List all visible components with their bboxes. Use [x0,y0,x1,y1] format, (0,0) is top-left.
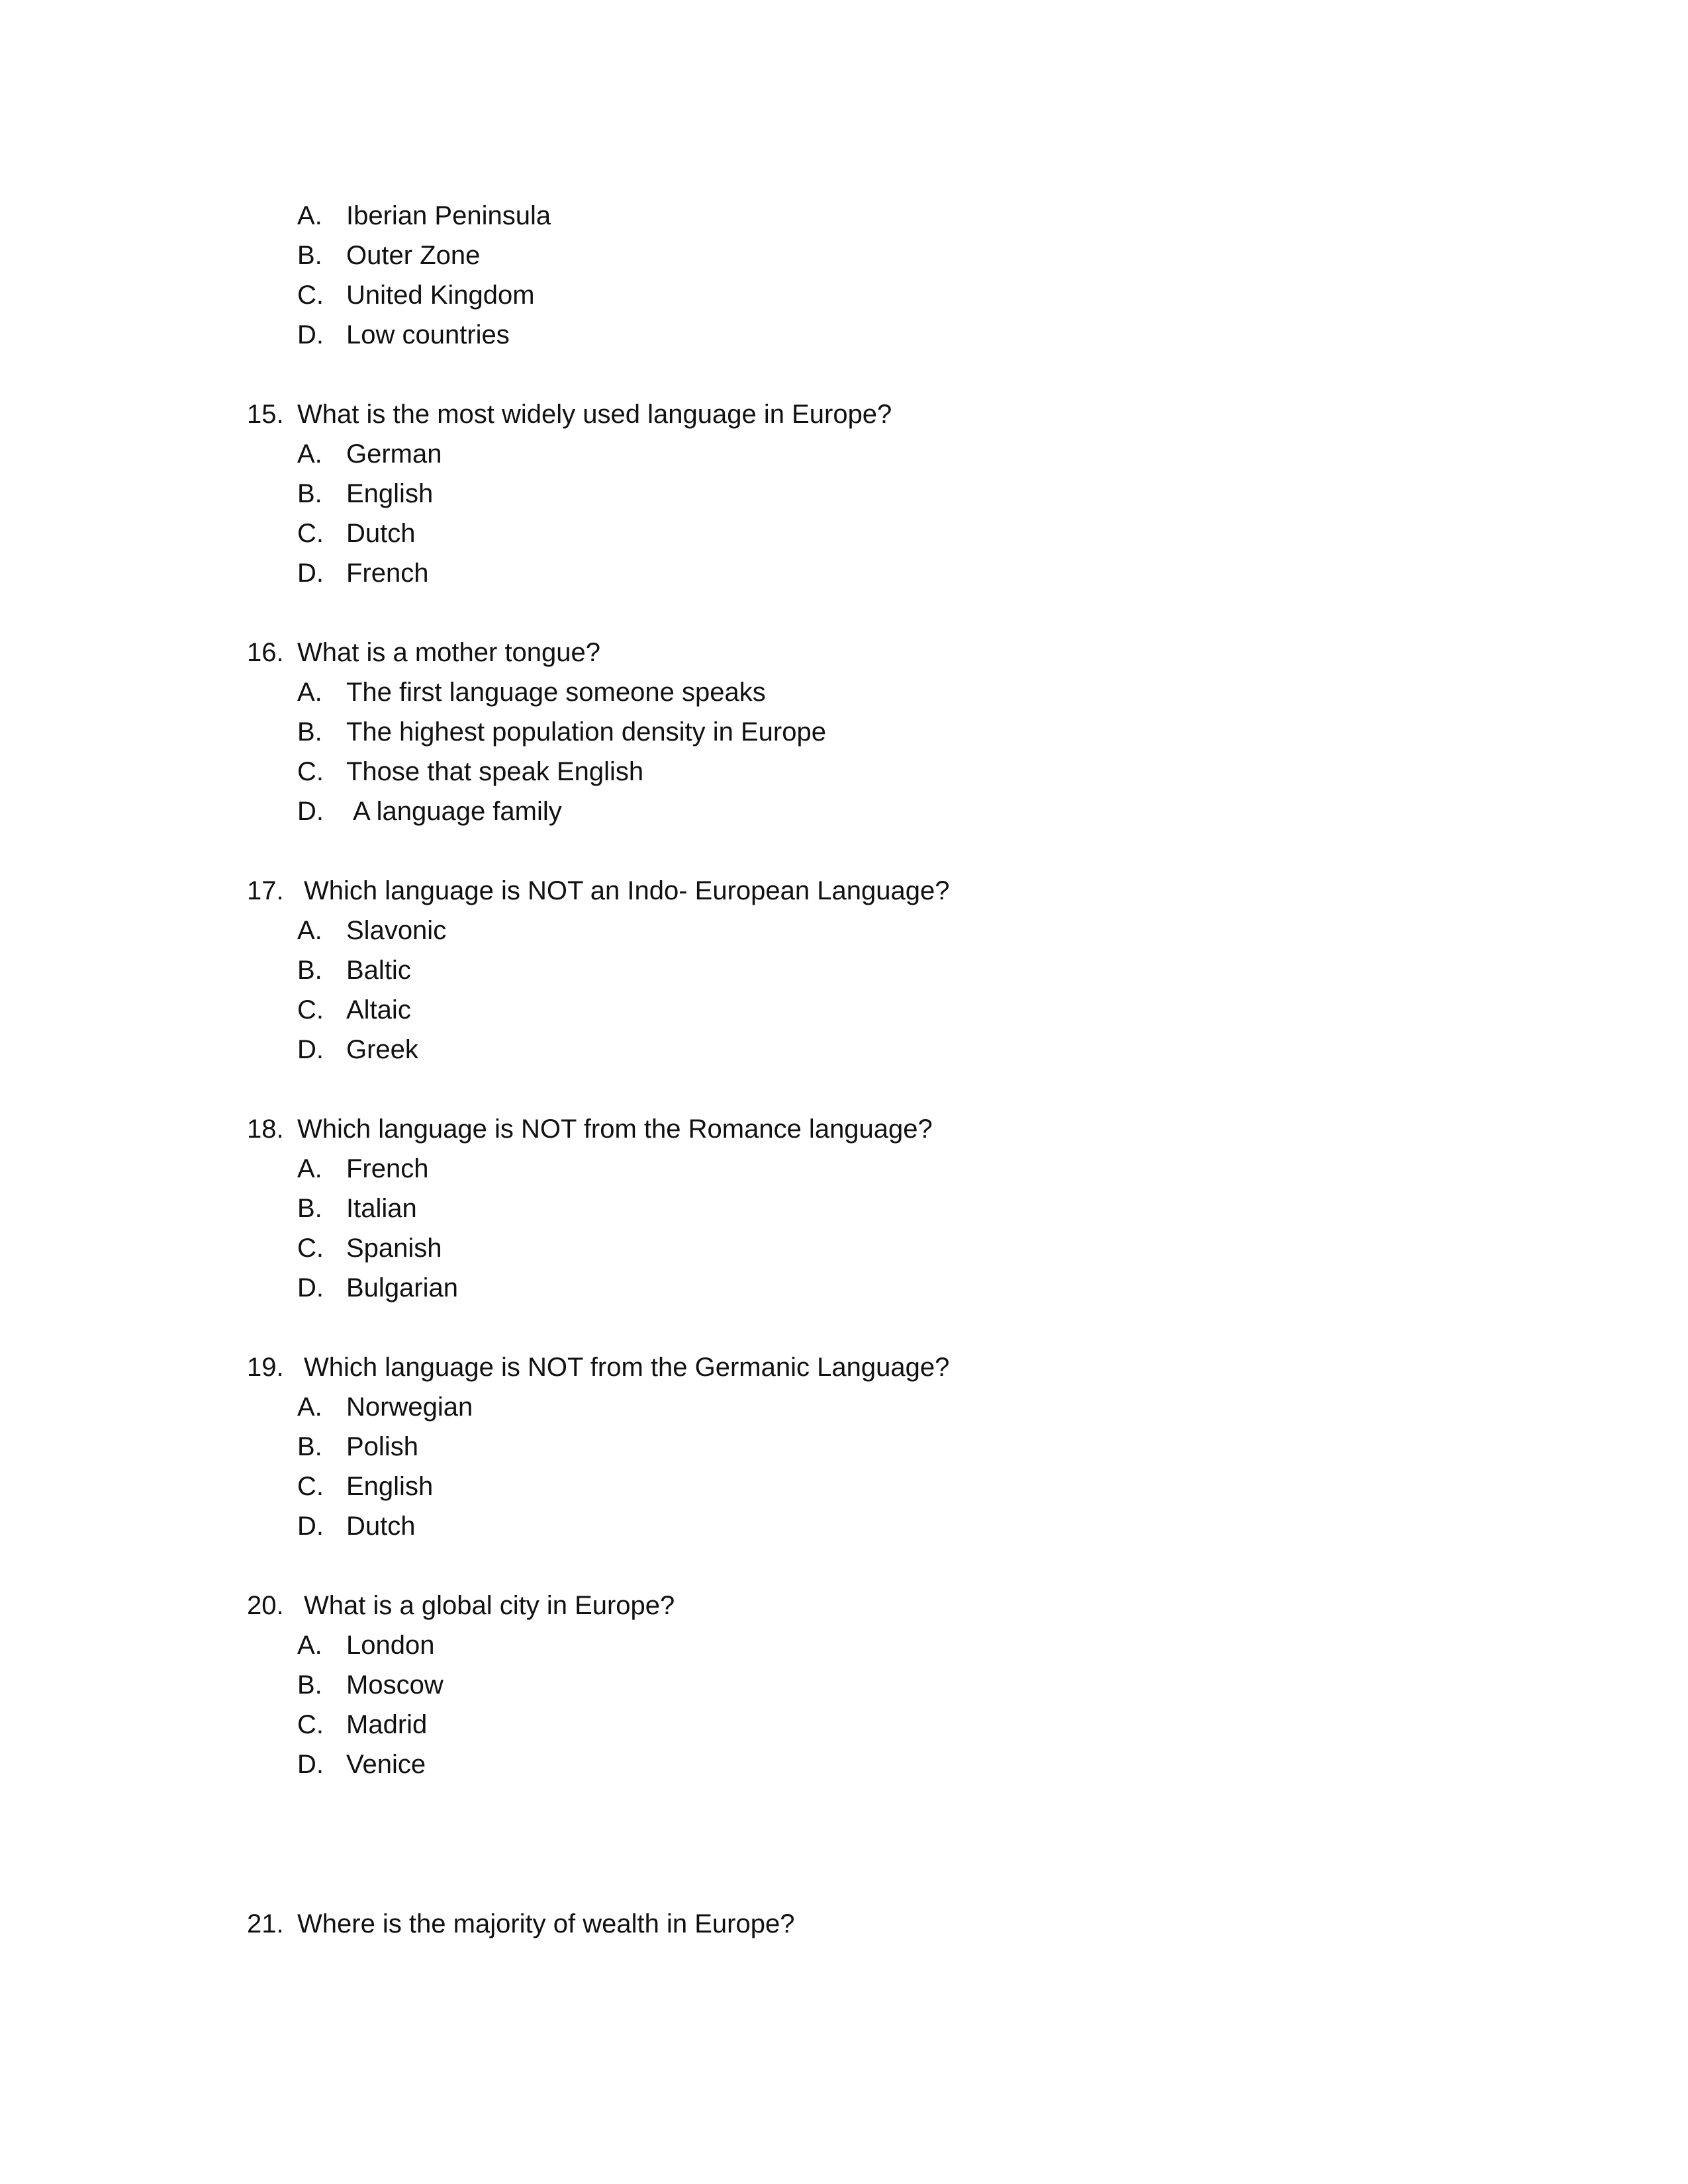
option-letter: C. [297,757,324,786]
option-text: English [346,1472,434,1501]
option-text: Altaic [346,995,411,1024]
question-number: 18. [247,1115,284,1144]
option-text: Dutch [346,519,416,548]
option-letter: D. [297,1512,324,1541]
option-text: Madrid [346,1710,428,1739]
option-text: French [346,559,429,588]
option-letter: C. [297,995,324,1024]
option-letter: D. [297,1035,324,1064]
option-letter: A. [297,1154,322,1183]
option-text: Dutch [346,1512,416,1541]
option-text: Low countries [346,320,510,349]
option-text: Baltic [346,956,411,985]
question-text: Which language is NOT an Indo- European Language? [304,876,950,905]
option-text: Iberian Peninsula [346,201,551,230]
option-letter: C. [297,1472,324,1501]
option-letter: B. [297,717,322,747]
option-letter: A. [297,439,322,469]
option-text: The highest population density in Europe [346,717,826,747]
question-text: Which language is NOT from the Germanic Language? [304,1353,950,1382]
option-text: Moscow [346,1670,444,1700]
option-text: Spanish [346,1234,442,1263]
option-letter: A. [297,916,322,945]
option-letter: B. [297,1432,322,1461]
question-text: What is a mother tongue? [297,638,601,667]
option-letter: C. [297,1710,324,1739]
option-letter: C. [297,1234,324,1263]
option-letter: B. [297,956,322,985]
option-text: Venice [346,1750,426,1779]
option-text: English [346,479,434,508]
option-letter: D. [297,559,324,588]
option-text: Polish [346,1432,418,1461]
option-text: United Kingdom [346,281,535,310]
option-text: Bulgarian [346,1273,459,1302]
option-text: Greek [346,1035,418,1064]
option-letter: B. [297,479,322,508]
question-text: What is the most widely used language in Europe? [297,400,892,429]
option-text: Norwegian [346,1392,473,1422]
option-text: Slavonic [346,916,447,945]
option-letter: A. [297,1631,322,1660]
option-text: A language family [353,797,562,826]
option-letter: B. [297,1670,322,1700]
question-number: 19. [247,1353,284,1382]
option-letter: B. [297,241,322,270]
question-number: 20. [247,1591,284,1620]
option-text: The first language someone speaks [346,678,766,707]
option-letter: D. [297,1273,324,1302]
question-text: Where is the majority of wealth in Europe? [297,1909,795,1938]
option-text: Outer Zone [346,241,481,270]
question-text: What is a global city in Europe? [304,1591,675,1620]
question-number: 17. [247,876,284,905]
question-number: 21. [247,1909,284,1938]
option-text: French [346,1154,429,1183]
question-text: Which language is NOT from the Romance language? [297,1115,933,1144]
option-letter: C. [297,281,324,310]
option-letter: A. [297,678,322,707]
option-letter: D. [297,797,324,826]
option-letter: C. [297,519,324,548]
option-text: German [346,439,442,469]
option-letter: D. [297,320,324,349]
option-letter: A. [297,1392,322,1422]
option-letter: B. [297,1194,322,1223]
option-text: London [346,1631,435,1660]
option-letter: A. [297,201,322,230]
option-text: Italian [346,1194,417,1223]
question-number: 16. [247,638,284,667]
question-number: 15. [247,400,284,429]
option-letter: D. [297,1750,324,1779]
option-text: Those that speak English [346,757,644,786]
